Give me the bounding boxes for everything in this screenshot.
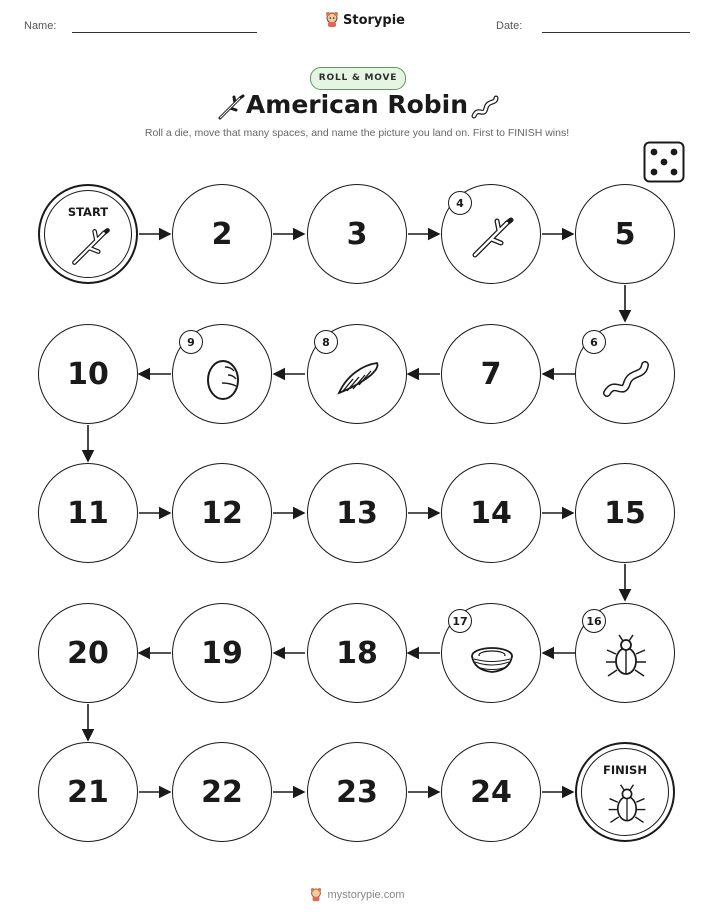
date-label: Date: [496, 20, 523, 32]
space-number: 3 [346, 216, 368, 252]
space-number: 2 [211, 216, 233, 252]
instructions: Roll a die, move that many spaces, and name the picture you land on. First to FINISH wins! [144, 127, 570, 139]
space-tag-9: 9 [179, 330, 203, 354]
space-number: 24 [470, 774, 512, 810]
beetle-icon [604, 782, 650, 828]
space-23 [307, 742, 407, 842]
space-22 [172, 742, 272, 842]
stick-icon [67, 224, 113, 270]
stick-icon [467, 213, 517, 263]
brand-name: Storypie [343, 12, 405, 28]
space-10 [38, 324, 138, 424]
space-2 [172, 184, 272, 284]
space-13 [307, 463, 407, 563]
space-number: 18 [336, 635, 378, 671]
storypie-mascot-icon [309, 888, 323, 902]
space-number: 15 [604, 495, 646, 531]
space-7 [441, 324, 541, 424]
space-number: 11 [67, 495, 109, 531]
start-label: START [67, 205, 109, 219]
space-tag-6: 6 [582, 330, 606, 354]
name-label: Name: [24, 20, 57, 32]
space-15 [575, 463, 675, 563]
space-14 [441, 463, 541, 563]
space-number: 22 [201, 774, 243, 810]
space-number: 21 [67, 774, 109, 810]
space-12 [172, 463, 272, 563]
wing-icon [333, 353, 383, 403]
beetle-icon [601, 632, 651, 682]
page-title: American Robin [245, 90, 469, 119]
start-space [38, 184, 138, 284]
space-number: 12 [201, 495, 243, 531]
space-19 [172, 603, 272, 703]
roll-and-move-badge: ROLL & MOVE [310, 67, 406, 90]
space-21 [38, 742, 138, 842]
space-number: 19 [201, 635, 243, 671]
nest-icon [467, 632, 517, 682]
space-20 [38, 603, 138, 703]
finish-label: FINISH [603, 763, 647, 777]
space-tag-4: 4 [448, 191, 472, 215]
space-number: 14 [470, 495, 512, 531]
space-tag-16: 16 [582, 609, 606, 633]
finish-space [575, 742, 675, 842]
space-number: 20 [67, 635, 109, 671]
space-11 [38, 463, 138, 563]
space-tag-17: 17 [448, 609, 472, 633]
footer [0, 888, 714, 905]
space-18 [307, 603, 407, 703]
space-number: 10 [67, 356, 109, 392]
space-number: 7 [480, 356, 502, 392]
egg-icon [198, 353, 248, 403]
space-number: 5 [614, 216, 636, 252]
space-number: 23 [336, 774, 378, 810]
space-24 [441, 742, 541, 842]
space-tag-8: 8 [314, 330, 338, 354]
worm-icon [601, 353, 651, 403]
space-5 [575, 184, 675, 284]
space-number: 13 [336, 495, 378, 531]
footer-url[interactable]: mystorypie.com [327, 889, 405, 901]
space-3 [307, 184, 407, 284]
